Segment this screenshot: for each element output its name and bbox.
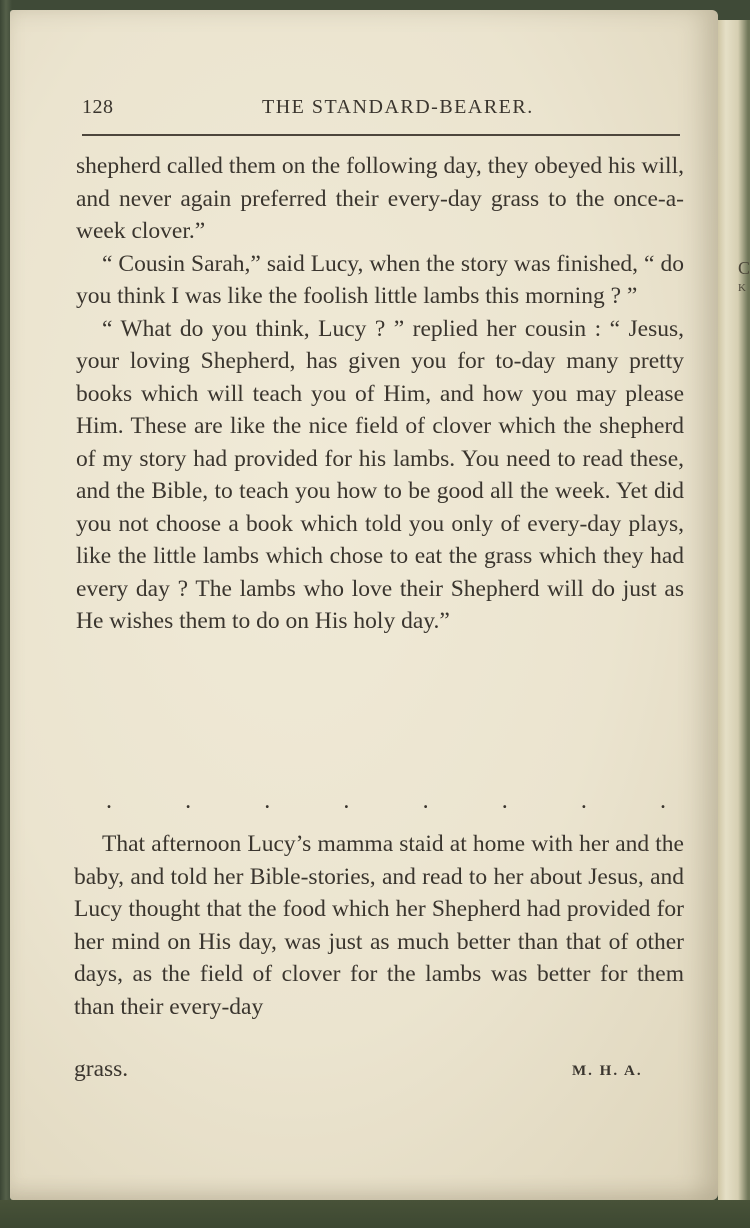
header-rule (82, 134, 680, 136)
scan-bottom-edge (0, 1200, 750, 1228)
adjacent-page-edge (718, 20, 750, 1215)
paragraph-afternoon: That afternoon Lucy’s mamma staid at home with her and the baby, and told her Bible-stories, and read to her about Jesus, and Lucy thought that the food which her Shepherd had provided for her mind on His day, was just as much better than that of other days, as the field of clover for the lambs was better for them than their every-day (74, 831, 684, 1020)
page-number: 128 (82, 96, 114, 118)
paragraph-continuation: shepherd called them on the following day, they obeyed his will, and never again preferred their every-day grass to the once-a-week clover.” (76, 153, 684, 244)
page-header (72, 88, 680, 128)
running-head: THE STANDARD-BEARER. (262, 96, 534, 118)
separator-dot: . (185, 788, 192, 814)
edge-glyph: K (738, 282, 746, 294)
separator-dot: . (501, 788, 508, 814)
section-separator (106, 788, 666, 815)
closing-word: grass. (74, 1056, 129, 1082)
separator-dot: . (264, 788, 271, 814)
body-text-top (76, 150, 684, 638)
separator-dot: . (106, 788, 112, 814)
separator-dot: . (580, 788, 587, 814)
paragraph-lucy-question: “ Cousin Sarah,” said Lucy, when the story was finished, “ do you think I was like the foolish little lambs this morning ? ” (76, 250, 684, 309)
separator-dot: . (659, 788, 666, 814)
body-text-bottom (74, 828, 684, 1023)
author-initials: M. H. A. (572, 1063, 643, 1079)
page (10, 10, 718, 1200)
separator-dot: . (422, 788, 429, 814)
paragraph-cousin-reply: “ What do you think, Lucy ? ” replied her cousin : “ Jesus, your loving Shepherd, has given you for to-day many pretty books which will teach you of Him, and how you may please Him. These are like the nice field of clover which the shepherd of my story had provided for his lambs. You need to read these, and the Bible, to teach you how to be good all the week. Yet did you not choose a book which told you only of every-day plays, like the little lambs which chose to eat the grass which they had every day ? The lambs who love their Shepherd will do just as He wishes them to do on His holy day.” (76, 315, 684, 634)
edge-glyph: C (738, 258, 750, 278)
separator-dot: . (343, 788, 350, 814)
